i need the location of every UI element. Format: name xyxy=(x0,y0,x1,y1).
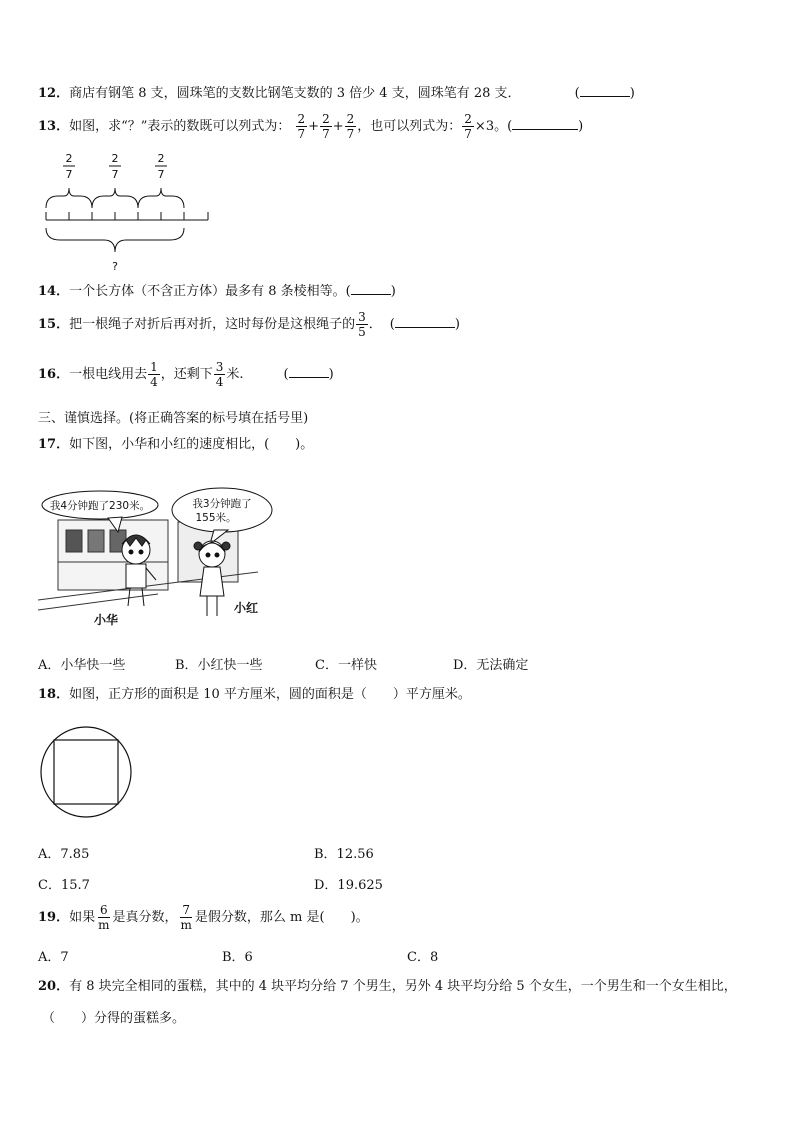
answer-paren: ( ) xyxy=(284,367,334,382)
name-label-left: 小华 xyxy=(94,613,119,627)
question-number: 14． xyxy=(38,284,70,299)
question-text: 如下图，小华和小红的速度相比，( )。 xyxy=(69,437,314,452)
top-brace xyxy=(92,188,138,208)
question-17 xyxy=(38,436,313,454)
fraction: $\frac{6}{m}$ xyxy=(98,903,110,932)
question-text: 把一根绳子对折后再对折，这时每份是这根绳子的 xyxy=(69,317,356,332)
question-mark: ? xyxy=(112,260,118,273)
option-d[interactable]: D．19.625 xyxy=(314,878,383,893)
section-title: 三、谨慎选择。(将正确答案的标号填在括号里) xyxy=(38,411,309,426)
question-number: 16． xyxy=(38,367,70,382)
question-20-cont: （ ）分得的蛋糕多。 xyxy=(42,1011,186,1026)
fraction: $\frac{2}{7}$ xyxy=(322,112,330,141)
question-text: 一根电线用去 xyxy=(69,367,148,382)
answer-blank[interactable] xyxy=(351,280,391,295)
diagram-fraction-numerator: 2 xyxy=(111,152,119,165)
question-12 xyxy=(38,82,635,103)
question-number: 17． xyxy=(38,437,70,452)
question-text: 商店有钢笔 8 支，圆珠笔的支数比钢笔支数的 3 倍少 4 支，圆珠笔有 28 支． xyxy=(69,86,521,101)
question-number: 18． xyxy=(38,687,70,702)
question-20 xyxy=(38,978,737,996)
running-illustration xyxy=(38,482,288,632)
svg-text:我3分钟跑了: 我3分钟跑了 xyxy=(192,498,252,510)
answer-blank[interactable] xyxy=(289,363,329,378)
answer-paren: ( ) xyxy=(390,317,460,332)
answer-paren: ( ) xyxy=(507,119,583,134)
diagram-fraction-numerator: 2 xyxy=(65,152,73,165)
answer-blank[interactable] xyxy=(512,115,578,130)
segment-diagram xyxy=(38,150,218,274)
question-16: 16．一根电线用去 $\frac{1}{4}$ ，还剩下 $\frac{3}{4}$ 米. ( ) xyxy=(38,360,334,389)
square-shape xyxy=(54,740,118,804)
fraction: $\frac{1}{4}$ xyxy=(150,360,158,389)
fraction: $\frac{2}{7}$ xyxy=(346,112,355,141)
fraction: $\frac{3}{5}$ xyxy=(358,310,366,339)
svg-text:155米。: 155米。 xyxy=(195,512,237,524)
fraction: $\frac{3}{4}$ xyxy=(215,360,224,389)
option-a[interactable]: A．小华快一些 xyxy=(38,658,126,673)
answer-paren: ( ) xyxy=(575,86,635,101)
question-text: 有 8 块完全相同的蛋糕，其中的 4 块平均分给 7 个男生，另外 4 块平均分给 5 个女生，一个男生和一个女生相比， xyxy=(69,979,737,994)
question-number: 13． xyxy=(38,119,70,134)
option-b[interactable]: B．小红快一些 xyxy=(175,658,263,673)
question-text: 如图，求“？”表示的数既可以列式为： xyxy=(69,119,291,134)
answer-paren: ( ) xyxy=(346,284,396,299)
fraction: $\frac{2}{7}$ xyxy=(464,112,472,141)
svg-text:我4分钟跑了230米。: 我4分钟跑了230米。 xyxy=(49,500,151,512)
diagram-fraction-denominator: 7 xyxy=(157,168,165,181)
option-c[interactable]: C．15.7 xyxy=(38,878,90,893)
question-number: 12． xyxy=(38,86,70,101)
diagram-fraction-denominator: 7 xyxy=(111,168,119,181)
diagram-fraction-numerator: 2 xyxy=(157,152,165,165)
fraction: $\frac{7}{m}$ xyxy=(180,903,192,932)
question-number: 20． xyxy=(38,979,70,994)
question-number: 15． xyxy=(38,317,70,332)
top-brace xyxy=(138,188,184,208)
answer-blank[interactable] xyxy=(580,82,630,97)
question-18 xyxy=(38,686,471,704)
question-text: 如果 xyxy=(69,910,96,925)
question-text: 一个长方体（不含正方体）最多有 8 条棱相等。 xyxy=(69,284,346,299)
question-13: 13．如图，求“？”表示的数既可以列式为： $\frac{2}{7}$ + $\frac{2}{7}$ + $\frac{2}{7}$ ，也可以列式为： $\frac{2}{7}$ ×3。( ) xyxy=(38,112,584,141)
option-b[interactable]: B．6 xyxy=(222,950,253,965)
question-15: 15．把一根绳子对折后再对折，这时每份是这根绳子的 $\frac{3}{5}$ ． ( ) xyxy=(38,310,460,339)
top-brace xyxy=(46,188,92,208)
option-c[interactable]: C．8 xyxy=(407,950,439,965)
question-14 xyxy=(38,280,396,301)
bottom-brace xyxy=(46,228,184,252)
name-label-right: 小红 xyxy=(234,601,259,615)
fraction: $\frac{2}{7}$ xyxy=(297,112,306,141)
circle-square-figure xyxy=(38,724,134,820)
question-number: 19． xyxy=(38,910,70,925)
question-text: 如图，正方形的面积是 10 平方厘米，圆的面积是（ ）平方厘米。 xyxy=(69,687,471,702)
option-a[interactable]: A．7 xyxy=(38,950,69,965)
option-d[interactable]: D．无法确定 xyxy=(453,658,529,673)
diagram-fraction-denominator: 7 xyxy=(65,168,73,181)
option-b[interactable]: B．12.56 xyxy=(314,847,374,862)
option-a[interactable]: A．7.85 xyxy=(38,847,90,862)
question-19: 19．如果 $\frac{6}{m}$ 是真分数， $\frac{7}{m}$ 是假分数，那么 m 是( )。 xyxy=(38,903,369,932)
answer-blank[interactable] xyxy=(395,313,455,328)
option-c[interactable]: C．一样快 xyxy=(315,658,377,673)
